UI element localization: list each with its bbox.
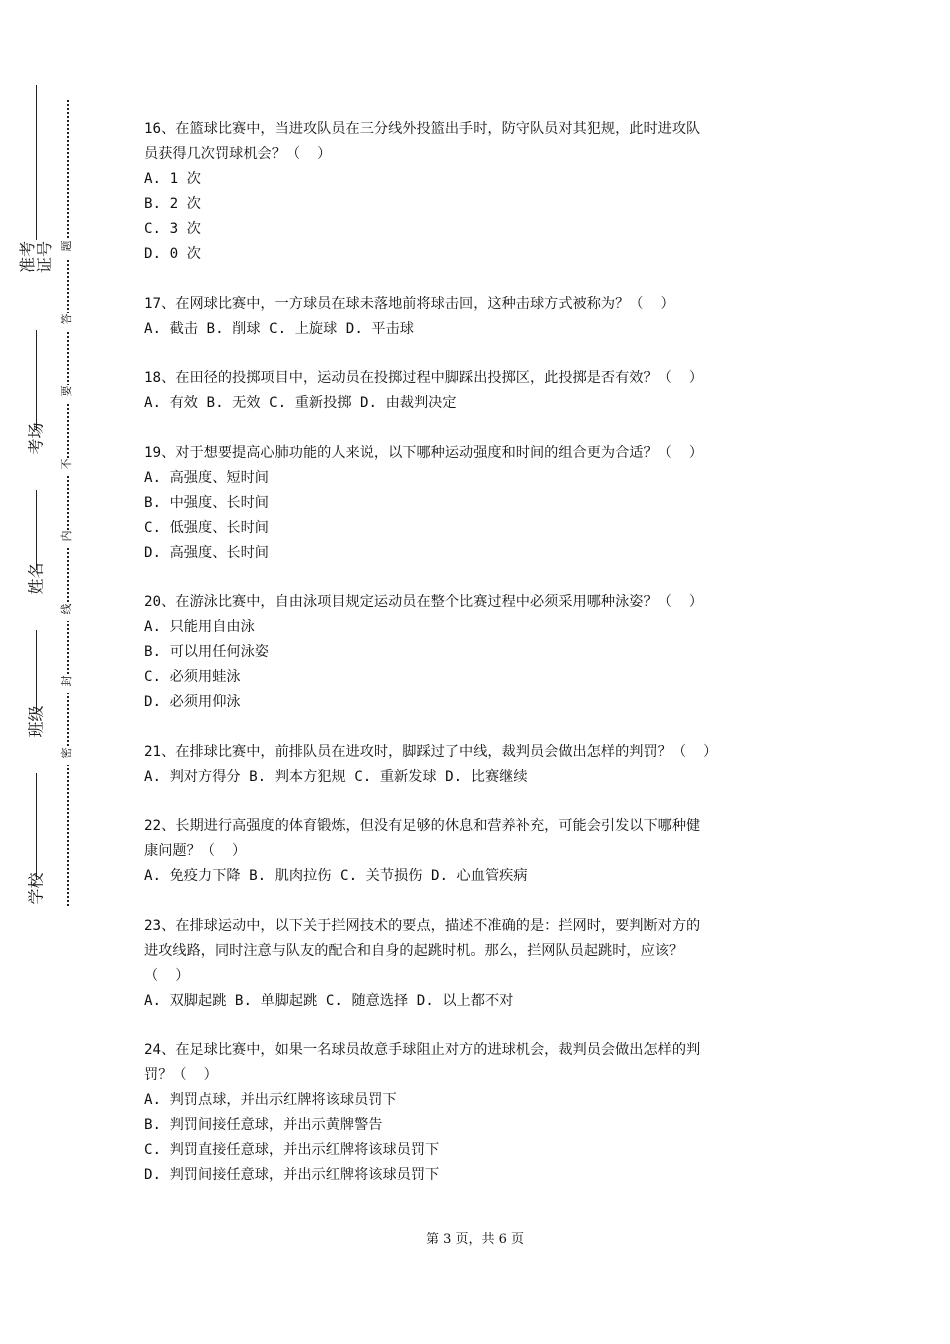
question-stem: 20、在游泳比赛中，自由泳项目规定运动员在整个比赛过程中必须采用哪种泳姿？（ ） [144, 594, 704, 610]
option: D. 高强度、长时间 [144, 544, 269, 561]
option: B. 中强度、长时间 [144, 494, 269, 511]
question-stem: 19、对于想要提高心肺功能的人来说，以下哪种运动强度和时间的组合更为合适？（ ） [144, 444, 704, 461]
option: C. 3 次 [144, 221, 201, 237]
question-stem: 罚？（ ） [144, 1067, 218, 1083]
seal-char: 不 [58, 458, 76, 476]
option: A. 只能用自由泳 [144, 619, 255, 635]
field-name-label: 姓名 [18, 570, 54, 630]
question-22 [144, 814, 804, 889]
question-stem: 17、在网球比赛中，一方球员在球未落地前将球击回，这种击球方式被称为？（ ） [144, 295, 675, 312]
question-21 [144, 740, 804, 790]
question-23 [144, 914, 804, 1014]
question-stem: （ ） [144, 967, 190, 984]
question-stem: 进攻线路，同时注意与队友的配合和自身的起跳时机。那么，拦网队员起跳时，应该？ [144, 942, 684, 959]
option: A. 截击 B. 削球 C. 上旋球 D. 平击球 [144, 320, 414, 337]
option: A. 有效 B. 无效 C. 重新投掷 D. 由裁判决定 [144, 395, 457, 411]
question-stem: 22、长期进行高强度的体育锻炼，但没有足够的休息和营养补充，可能会引发以下哪种健 [144, 818, 701, 834]
option: D. 必须用仰泳 [144, 694, 241, 710]
option: D. 0 次 [144, 246, 201, 262]
binding-margin [0, 0, 110, 1344]
option: A. 双脚起跳 B. 单脚起跳 C. 随意选择 D. 以上都不对 [144, 992, 514, 1009]
question-list [144, 117, 804, 1213]
field-exam-room-label: 考场 [18, 430, 54, 490]
question-stem: 康问题？（ ） [144, 843, 247, 859]
option: D. 判罚间接任意球，并出示红牌将该球员罚下 [144, 1167, 440, 1183]
field-school-label: 学校 [18, 880, 54, 940]
seal-char: 题 [58, 240, 76, 258]
option: A. 1 次 [144, 171, 201, 187]
question-24 [144, 1038, 804, 1188]
question-stem: 16、在篮球比赛中，当进攻队员在三分线外投篮出手时，防守队员对其犯规，此时进攻队 [144, 121, 701, 137]
question-17 [144, 292, 804, 342]
seal-char: 内 [58, 530, 76, 548]
question-stem: 24、在足球比赛中，如果一名球员故意手球阻止对方的进球机会，裁判员会做出怎样的判 [144, 1042, 701, 1058]
question-16 [144, 117, 804, 267]
field-class-label: 班级 [18, 713, 54, 773]
option: B. 2 次 [144, 196, 201, 212]
seal-char: 密 [58, 747, 76, 765]
question-18 [144, 366, 804, 416]
question-19 [144, 441, 804, 566]
seal-char: 线 [58, 603, 76, 621]
question-20 [144, 590, 804, 715]
option: A. 免疫力下降 B. 肌肉拉伤 C. 关节损伤 D. 心血管疾病 [144, 868, 528, 884]
page-footer: 第 3 页，共 6 页 [425, 1232, 525, 1247]
question-stem: 23、在排球运动中，以下关于拦网技术的要点，描述不准确的是：拦网时，要判断对方的 [144, 917, 701, 934]
binding-dotted-line [67, 100, 69, 906]
seal-char: 要 [58, 385, 76, 403]
question-stem: 员获得几次罚球机会？（ ） [144, 146, 332, 162]
option: A. 高强度、短时间 [144, 469, 269, 486]
seal-char: 答 [58, 313, 76, 331]
option: C. 低强度、长时间 [144, 519, 269, 536]
field-exam-number-label: 准考证号 [18, 240, 54, 330]
seal-char: 封 [58, 675, 76, 693]
option: B. 可以用任何泳姿 [144, 644, 269, 660]
binding-solid-line [36, 85, 37, 930]
option: C. 判罚直接任意球，并出示红牌将该球员罚下 [144, 1142, 440, 1158]
option: A. 判罚点球，并出示红牌将该球员罚下 [144, 1092, 397, 1108]
option: A. 判对方得分 B. 判本方犯规 C. 重新发球 D. 比赛继续 [144, 768, 528, 785]
option: B. 判罚间接任意球，并出示黄牌警告 [144, 1117, 383, 1133]
question-stem: 18、在田径的投掷项目中，运动员在投掷过程中脚踩出投掷区，此投掷是否有效？（ ） [144, 370, 704, 386]
question-stem: 21、在排球比赛中，前排队员在进攻时，脚踩过了中线，裁判员会做出怎样的判罚？（ ） [144, 743, 718, 760]
option: C. 必须用蛙泳 [144, 669, 241, 685]
